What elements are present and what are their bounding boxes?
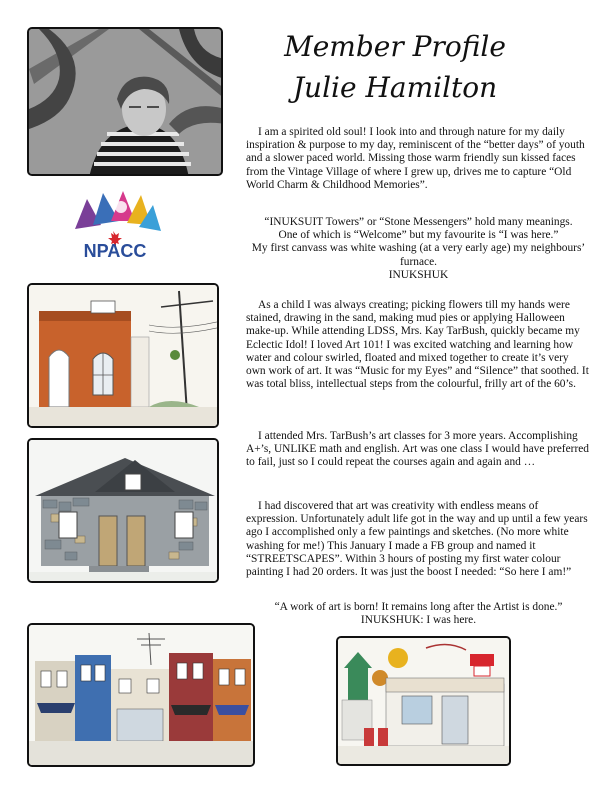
inuksuit-paragraph <box>246 216 591 282</box>
closing-line: “A work of art is born! It remains long after the Artist is done.” <box>274 601 563 613</box>
closing-line: INUKSHUK: I was here. <box>360 614 477 627</box>
npacc-logo <box>65 185 165 260</box>
childhood-paragraph: As a child I was always creating; picking flowers till my hands were stained, drawing in the sand, making mud pies or applying Halloween make-up. While attending LDSS, Mrs. Kay TarBush, quickly became my Eclectic Idol! I loved Art 101! I was excited watching and learning how water and colour swirled, floated and mixed together to create it’s very own work of art. It was “Music for my Eyes” and “Silence” that soothed. It was total bliss, intellectual steps from the colourful, frilly art of the 60’s. <box>246 299 589 391</box>
inukshuk-label: INUKSHUK <box>388 268 449 281</box>
closing-quote <box>246 601 591 627</box>
classes-paragraph: I attended Mrs. TarBush’s art classes for 3 more years. Accomplishing A+’s, UNLIKE math and english. Art was one class I would have preferred to fail, just so I could repeat the courses again and again and … <box>246 430 589 469</box>
discovered-paragraph: I had discovered that art was creativity with endless means of expression. Unfortunately adult life got in the way and up until a few years ago I accomplished only a few paintings and sketches. (No more white washing for me!) This January I made a FB group and named it “STREETSCAPES”. Within 3 hours of posting my first water colour painting I had 20 orders. It was just the boost I needed: “So here I am!” <box>246 500 588 579</box>
intro-paragraph: I am a spirited old soul! I look into and through nature for my daily inspiration & purpose to my day, reminiscent of the “better days” of youth and a slower paced world. Missing those warm friendly sun kissed faces from the Vintage Village of where I grew up, drives me to capture “Old World Charm & Childhood Memories”. <box>246 126 585 191</box>
brick-building-painting <box>29 285 219 428</box>
member-name: Julie Hamilton <box>292 71 498 104</box>
streetscape-painting <box>29 625 255 767</box>
page-title: Member Profile <box>284 30 506 63</box>
inuksuit-line: “INUKSUIT Towers” or “Stone Messengers” hold many meanings. <box>264 216 573 228</box>
artwork-brick-building <box>27 283 219 428</box>
portrait-photo <box>27 27 223 176</box>
gas-station-painting <box>338 638 511 766</box>
artwork-stone-house <box>27 438 219 583</box>
logo-text: NPACC <box>83 241 147 260</box>
stone-house-painting <box>29 440 219 583</box>
artwork-gas-station <box>336 636 511 766</box>
npacc-logo-graphic <box>65 185 165 260</box>
portrait-illustration <box>29 29 223 176</box>
artwork-streetscape <box>27 623 255 767</box>
inuksuit-line: My first canvass was white washing (at a very early age) my neighbours’ furnace. <box>251 242 586 268</box>
inuksuit-line: One of which is “Welcome” but my favourite is “I was here.” <box>278 229 559 242</box>
